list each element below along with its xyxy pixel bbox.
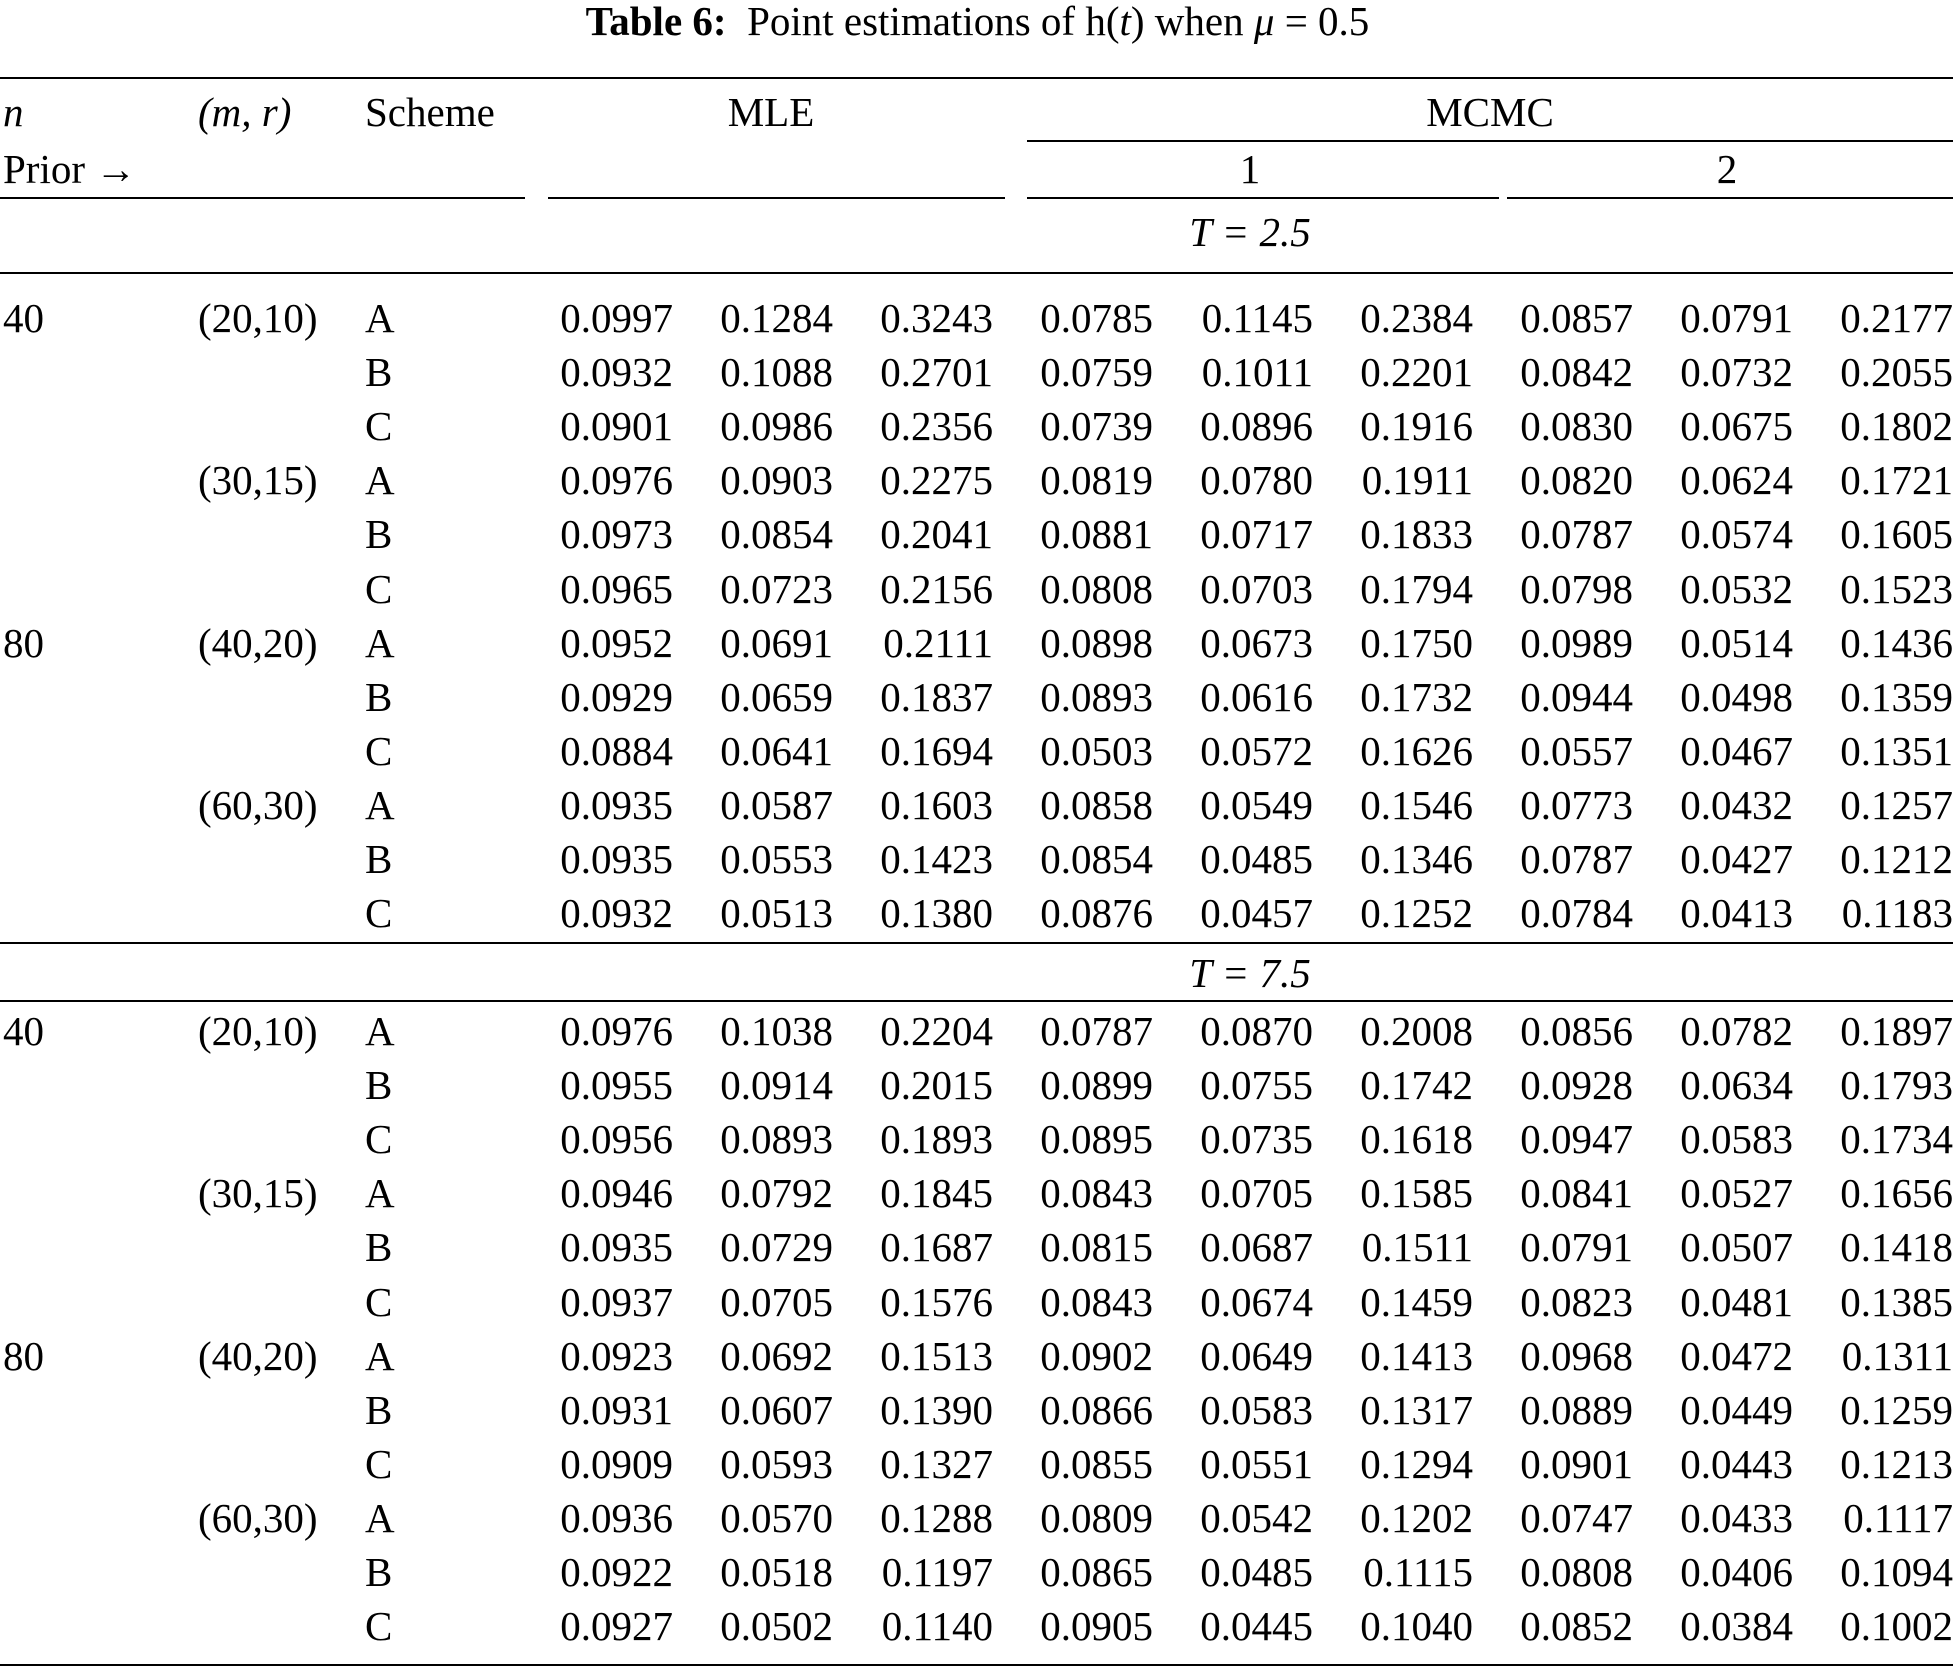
cell-value: 0.1833 xyxy=(1360,511,1473,557)
caption-symbol-mu: μ xyxy=(1253,0,1275,44)
cell-n: 80 xyxy=(3,620,44,666)
header-m-r: (m, r) xyxy=(198,89,292,135)
cell-scheme: A xyxy=(365,620,395,666)
cell-value: 0.0808 xyxy=(1040,566,1153,612)
cell-value: 0.1040 xyxy=(1360,1603,1473,1649)
header-n: n xyxy=(3,89,24,135)
cell-value: 0.1546 xyxy=(1360,782,1473,828)
cell-value: 0.1115 xyxy=(1363,1549,1473,1595)
cell-value: 0.0675 xyxy=(1680,403,1793,449)
cell-value: 0.0955 xyxy=(560,1062,673,1108)
cell-value: 0.1038 xyxy=(720,1008,833,1054)
cell-value: 0.0893 xyxy=(1040,674,1153,720)
cell-value: 0.3243 xyxy=(880,295,993,341)
cell-value: 0.1413 xyxy=(1360,1333,1473,1379)
cell-value: 0.0457 xyxy=(1200,890,1313,936)
cell-value: 0.0413 xyxy=(1680,890,1793,936)
cell-value: 0.1327 xyxy=(880,1441,993,1487)
cell-value: 0.1523 xyxy=(1840,566,1953,612)
header-mle: MLE xyxy=(727,89,815,135)
cell-value: 0.0798 xyxy=(1520,566,1633,612)
cell-value: 0.0905 xyxy=(1040,1603,1153,1649)
cell-n: 80 xyxy=(3,1333,44,1379)
cell-value: 0.0593 xyxy=(720,1441,833,1487)
cell-scheme: C xyxy=(365,566,393,612)
cell-value: 0.0703 xyxy=(1200,566,1313,612)
cell-value: 0.0785 xyxy=(1040,295,1153,341)
cell-value: 0.1359 xyxy=(1840,674,1953,720)
cell-value: 0.1351 xyxy=(1840,728,1953,774)
cell-value: 0.1094 xyxy=(1840,1549,1953,1595)
cell-value: 0.1011 xyxy=(1201,349,1313,395)
cell-value: 0.0755 xyxy=(1200,1062,1313,1108)
cell-value: 0.0384 xyxy=(1680,1603,1793,1649)
cell-scheme: A xyxy=(365,295,395,341)
cell-value: 0.0914 xyxy=(720,1062,833,1108)
cell-scheme: C xyxy=(365,728,393,774)
cell-value: 0.2356 xyxy=(880,403,993,449)
cell-value: 0.0634 xyxy=(1680,1062,1793,1108)
cell-value: 0.0884 xyxy=(560,728,673,774)
cell-value: 0.1511 xyxy=(1361,1224,1473,1270)
cell-value: 0.1259 xyxy=(1840,1387,1953,1433)
cell-value: 0.0553 xyxy=(720,836,833,882)
cell-value: 0.0549 xyxy=(1200,782,1313,828)
cell-value: 0.1793 xyxy=(1840,1062,1953,1108)
cell-scheme: B xyxy=(365,349,393,395)
cell-scheme: B xyxy=(365,1224,393,1270)
cell-value: 0.0936 xyxy=(560,1495,673,1541)
cell-value: 0.1742 xyxy=(1360,1062,1473,1108)
cell-value: 0.0739 xyxy=(1040,403,1153,449)
cell-value: 0.0729 xyxy=(720,1224,833,1270)
caption-variable-t: t xyxy=(1119,0,1131,44)
cell-value: 0.1845 xyxy=(880,1170,993,1216)
cell-value: 0.0876 xyxy=(1040,890,1153,936)
cell-m-r: (40,20) xyxy=(198,1333,318,1379)
section-bottom-rule xyxy=(0,942,1953,944)
cell-value: 0.1197 xyxy=(881,1549,993,1595)
cell-value: 0.0928 xyxy=(1520,1062,1633,1108)
cell-value: 0.2015 xyxy=(880,1062,993,1108)
cell-value: 0.0427 xyxy=(1680,836,1793,882)
section-bottom-rule xyxy=(0,1664,1953,1666)
cell-value: 0.1284 xyxy=(720,295,833,341)
cell-value: 0.0903 xyxy=(720,457,833,503)
cell-value: 0.0815 xyxy=(1040,1224,1153,1270)
cell-value: 0.0927 xyxy=(560,1603,673,1649)
cell-value: 0.0583 xyxy=(1680,1116,1793,1162)
cell-value: 0.0587 xyxy=(720,782,833,828)
cell-value: 0.0808 xyxy=(1520,1549,1633,1595)
cell-value: 0.0841 xyxy=(1520,1170,1633,1216)
cell-n: 40 xyxy=(3,1008,44,1054)
cell-scheme: A xyxy=(365,1333,395,1379)
cell-value: 0.0443 xyxy=(1680,1441,1793,1487)
cell-value: 0.2055 xyxy=(1840,349,1953,395)
cell-value: 0.1513 xyxy=(880,1333,993,1379)
cell-scheme: C xyxy=(365,403,393,449)
cell-value: 0.1436 xyxy=(1840,620,1953,666)
cell-value: 0.0735 xyxy=(1200,1116,1313,1162)
cell-value: 0.0527 xyxy=(1680,1170,1793,1216)
table-caption xyxy=(0,0,1955,44)
cell-value: 0.0467 xyxy=(1680,728,1793,774)
cell-value: 0.0935 xyxy=(560,1224,673,1270)
cell-scheme: A xyxy=(365,782,395,828)
cell-value: 0.0932 xyxy=(560,890,673,936)
section-label: T = 7.5 xyxy=(1189,950,1311,996)
cell-value: 0.0432 xyxy=(1680,782,1793,828)
cell-value: 0.1576 xyxy=(880,1279,993,1325)
cell-value: 0.2701 xyxy=(880,349,993,395)
cell-value: 0.0507 xyxy=(1680,1224,1793,1270)
cell-value: 0.1794 xyxy=(1360,566,1473,612)
cell-scheme: C xyxy=(365,1603,393,1649)
cell-value: 0.0843 xyxy=(1040,1279,1153,1325)
cell-value: 0.0929 xyxy=(560,674,673,720)
cell-value: 0.0896 xyxy=(1200,403,1313,449)
cell-value: 0.1380 xyxy=(880,890,993,936)
caption-label: Table 6: xyxy=(585,0,727,44)
cell-value: 0.0968 xyxy=(1520,1333,1633,1379)
cell-value: 0.0820 xyxy=(1520,457,1633,503)
cell-value: 0.0898 xyxy=(1040,620,1153,666)
cell-value: 0.1837 xyxy=(880,674,993,720)
cell-scheme: C xyxy=(365,890,393,936)
cell-value: 0.0472 xyxy=(1680,1333,1793,1379)
cell-value: 0.0449 xyxy=(1680,1387,1793,1433)
cell-value: 0.0893 xyxy=(720,1116,833,1162)
cell-value: 0.0823 xyxy=(1520,1279,1633,1325)
cell-value: 0.1288 xyxy=(880,1495,993,1541)
cell-value: 0.1257 xyxy=(1840,782,1953,828)
section-label: T = 2.5 xyxy=(1189,209,1311,255)
cell-value: 0.0881 xyxy=(1040,511,1153,557)
cell-value: 0.0819 xyxy=(1040,457,1153,503)
cell-value: 0.1183 xyxy=(1841,890,1953,936)
cell-scheme: B xyxy=(365,1549,393,1595)
cell-value: 0.0717 xyxy=(1200,511,1313,557)
cell-value: 0.1687 xyxy=(880,1224,993,1270)
cell-value: 0.1603 xyxy=(880,782,993,828)
cell-value: 0.0902 xyxy=(1040,1333,1153,1379)
cell-value: 0.0923 xyxy=(560,1333,673,1379)
cell-value: 0.0673 xyxy=(1200,620,1313,666)
cell-value: 0.1212 xyxy=(1840,836,1953,882)
cell-value: 0.0937 xyxy=(560,1279,673,1325)
cell-value: 0.0956 xyxy=(560,1116,673,1162)
cell-value: 0.0889 xyxy=(1520,1387,1633,1433)
mcmc-header-rule xyxy=(1027,140,1953,142)
cell-value: 0.1088 xyxy=(720,349,833,395)
cell-value: 0.2156 xyxy=(880,566,993,612)
cell-scheme: B xyxy=(365,1062,393,1108)
cell-value: 0.0782 xyxy=(1680,1008,1793,1054)
cell-value: 0.0855 xyxy=(1040,1441,1153,1487)
cell-scheme: A xyxy=(365,1495,395,1541)
cell-value: 0.0784 xyxy=(1520,890,1633,936)
cell-value: 0.1694 xyxy=(880,728,993,774)
cell-value: 0.0514 xyxy=(1680,620,1793,666)
section-top-rule xyxy=(0,272,1953,274)
cell-scheme: B xyxy=(365,1387,393,1433)
cell-value: 0.1897 xyxy=(1840,1008,1953,1054)
cell-value: 0.0747 xyxy=(1520,1495,1633,1541)
cell-value: 0.1385 xyxy=(1840,1279,1953,1325)
cell-value: 0.0583 xyxy=(1200,1387,1313,1433)
cell-m-r: (40,20) xyxy=(198,620,318,666)
cell-value: 0.0989 xyxy=(1520,620,1633,666)
cell-value: 0.0705 xyxy=(720,1279,833,1325)
cell-value: 0.0574 xyxy=(1680,511,1793,557)
header-mcmc: MCMC xyxy=(1426,89,1554,135)
cell-value: 0.0503 xyxy=(1040,728,1153,774)
cell-value: 0.1117 xyxy=(1843,1495,1953,1541)
cell-value: 0.1459 xyxy=(1360,1279,1473,1325)
mle-header-rule xyxy=(548,197,1005,199)
cell-value: 0.0542 xyxy=(1200,1495,1313,1541)
cell-scheme: A xyxy=(365,457,395,503)
cell-value: 0.0787 xyxy=(1520,836,1633,882)
cell-value: 0.0976 xyxy=(560,1008,673,1054)
cell-value: 0.1252 xyxy=(1360,890,1473,936)
cell-value: 0.0866 xyxy=(1040,1387,1153,1433)
cell-value: 0.1626 xyxy=(1360,728,1473,774)
cell-value: 0.1911 xyxy=(1361,457,1473,503)
cell-value: 0.0947 xyxy=(1520,1116,1633,1162)
cell-value: 0.0659 xyxy=(720,674,833,720)
cell-value: 0.0513 xyxy=(720,890,833,936)
cell-value: 0.0854 xyxy=(720,511,833,557)
cell-value: 0.0485 xyxy=(1200,1549,1313,1595)
cell-value: 0.1734 xyxy=(1840,1116,1953,1162)
cell-value: 0.2041 xyxy=(880,511,993,557)
cell-value: 0.0570 xyxy=(720,1495,833,1541)
cell-m-r: (20,10) xyxy=(198,1008,318,1054)
cell-value: 0.0502 xyxy=(720,1603,833,1649)
section-top-rule xyxy=(0,1000,1953,1002)
cell-value: 0.0406 xyxy=(1680,1549,1793,1595)
cell-value: 0.2111 xyxy=(883,620,993,666)
cell-value: 0.2275 xyxy=(880,457,993,503)
cell-scheme: B xyxy=(365,836,393,882)
cell-scheme: C xyxy=(365,1279,393,1325)
cell-value: 0.1893 xyxy=(880,1116,993,1162)
cell-value: 0.1002 xyxy=(1840,1603,1953,1649)
cell-value: 0.1140 xyxy=(881,1603,993,1649)
cell-value: 0.0854 xyxy=(1040,836,1153,882)
cell-value: 0.0687 xyxy=(1200,1224,1313,1270)
cell-value: 0.0852 xyxy=(1520,1603,1633,1649)
cell-value: 0.0616 xyxy=(1200,674,1313,720)
cell-value: 0.0485 xyxy=(1200,836,1313,882)
cell-value: 0.0830 xyxy=(1520,403,1633,449)
cell-value: 0.2204 xyxy=(880,1008,993,1054)
cell-value: 0.0674 xyxy=(1200,1279,1313,1325)
cell-value: 0.0557 xyxy=(1520,728,1633,774)
cell-value: 0.0935 xyxy=(560,782,673,828)
cell-value: 0.1311 xyxy=(1841,1333,1953,1379)
cell-value: 0.0780 xyxy=(1200,457,1313,503)
cell-value: 0.0773 xyxy=(1520,782,1633,828)
cell-value: 0.0792 xyxy=(720,1170,833,1216)
cell-value: 0.0498 xyxy=(1680,674,1793,720)
cell-value: 0.2177 xyxy=(1840,295,1953,341)
cell-value: 0.0865 xyxy=(1040,1549,1153,1595)
cell-value: 0.1585 xyxy=(1360,1170,1473,1216)
cell-scheme: A xyxy=(365,1170,395,1216)
caption-text-after: = 0.5 xyxy=(1274,0,1370,44)
cell-value: 0.0895 xyxy=(1040,1116,1153,1162)
cell-value: 0.0572 xyxy=(1200,728,1313,774)
cell-value: 0.0899 xyxy=(1040,1062,1153,1108)
cell-value: 0.0973 xyxy=(560,511,673,557)
cell-value: 0.1605 xyxy=(1840,511,1953,557)
cell-value: 0.0723 xyxy=(720,566,833,612)
cell-value: 0.0901 xyxy=(1520,1441,1633,1487)
cell-value: 0.0843 xyxy=(1040,1170,1153,1216)
cell-value: 0.0532 xyxy=(1680,566,1793,612)
cell-m-r: (30,15) xyxy=(198,457,318,503)
cell-value: 0.0607 xyxy=(720,1387,833,1433)
cell-value: 0.0976 xyxy=(560,457,673,503)
cell-scheme: B xyxy=(365,674,393,720)
cell-value: 0.1390 xyxy=(880,1387,993,1433)
cell-value: 0.0946 xyxy=(560,1170,673,1216)
cell-value: 0.1618 xyxy=(1360,1116,1473,1162)
header-prior-1: 1 xyxy=(1239,146,1261,192)
cell-value: 0.1294 xyxy=(1360,1441,1473,1487)
cell-value: 0.0952 xyxy=(560,620,673,666)
cell-value: 0.0787 xyxy=(1520,511,1633,557)
cell-value: 0.0856 xyxy=(1520,1008,1633,1054)
cell-value: 0.2008 xyxy=(1360,1008,1473,1054)
cell-value: 0.0935 xyxy=(560,836,673,882)
cell-value: 0.0791 xyxy=(1680,295,1793,341)
cell-value: 0.0932 xyxy=(560,349,673,395)
cell-m-r: (30,15) xyxy=(198,1170,318,1216)
cell-value: 0.0965 xyxy=(560,566,673,612)
caption-text-middle: ) when xyxy=(1130,0,1254,44)
cell-value: 0.0997 xyxy=(560,295,673,341)
cell-value: 0.1656 xyxy=(1840,1170,1953,1216)
cell-value: 0.1423 xyxy=(880,836,993,882)
cell-value: 0.1202 xyxy=(1360,1495,1473,1541)
cell-value: 0.1317 xyxy=(1360,1387,1473,1433)
cell-value: 0.0691 xyxy=(720,620,833,666)
header-scheme: Scheme xyxy=(365,89,495,135)
scheme-header-rule xyxy=(0,197,525,199)
cell-value: 0.0857 xyxy=(1520,295,1633,341)
cell-value: 0.0551 xyxy=(1200,1441,1313,1487)
cell-value: 0.2201 xyxy=(1360,349,1473,395)
cell-value: 0.0787 xyxy=(1040,1008,1153,1054)
cell-value: 0.0809 xyxy=(1040,1495,1153,1541)
cell-value: 0.0759 xyxy=(1040,349,1153,395)
cell-value: 0.0870 xyxy=(1200,1008,1313,1054)
cell-value: 0.0692 xyxy=(720,1333,833,1379)
cell-value: 0.1418 xyxy=(1840,1224,1953,1270)
cell-value: 0.1732 xyxy=(1360,674,1473,720)
cell-value: 0.0858 xyxy=(1040,782,1153,828)
cell-value: 0.0481 xyxy=(1680,1279,1793,1325)
cell-value: 0.1213 xyxy=(1840,1441,1953,1487)
cell-scheme: A xyxy=(365,1008,395,1054)
header-prior: Prior → xyxy=(3,146,137,192)
cell-m-r: (60,30) xyxy=(198,782,318,828)
cell-value: 0.0732 xyxy=(1680,349,1793,395)
cell-value: 0.0445 xyxy=(1200,1603,1313,1649)
cell-value: 0.0986 xyxy=(720,403,833,449)
cell-value: 0.0791 xyxy=(1520,1224,1633,1270)
cell-value: 0.1721 xyxy=(1840,457,1953,503)
cell-m-r: (20,10) xyxy=(198,295,318,341)
prior2-header-rule xyxy=(1507,197,1953,199)
cell-value: 0.0705 xyxy=(1200,1170,1313,1216)
cell-n: 40 xyxy=(3,295,44,341)
prior1-header-rule xyxy=(1027,197,1499,199)
cell-value: 0.0641 xyxy=(720,728,833,774)
cell-value: 0.0649 xyxy=(1200,1333,1313,1379)
cell-value: 0.0624 xyxy=(1680,457,1793,503)
cell-value: 0.0901 xyxy=(560,403,673,449)
cell-value: 0.0944 xyxy=(1520,674,1633,720)
cell-value: 0.0909 xyxy=(560,1441,673,1487)
cell-value: 0.2384 xyxy=(1360,295,1473,341)
cell-value: 0.0931 xyxy=(560,1387,673,1433)
cell-value: 0.0433 xyxy=(1680,1495,1793,1541)
cell-value: 0.1346 xyxy=(1360,836,1473,882)
cell-value: 0.1916 xyxy=(1360,403,1473,449)
cell-scheme: C xyxy=(365,1441,393,1487)
cell-scheme: B xyxy=(365,511,393,557)
cell-value: 0.1750 xyxy=(1360,620,1473,666)
header-prior-2: 2 xyxy=(1716,146,1738,192)
cell-value: 0.1145 xyxy=(1201,295,1313,341)
caption-text-before: Point estimations of h( xyxy=(747,0,1120,44)
cell-value: 0.0842 xyxy=(1520,349,1633,395)
cell-value: 0.1802 xyxy=(1840,403,1953,449)
cell-value: 0.0922 xyxy=(560,1549,673,1595)
cell-m-r: (60,30) xyxy=(198,1495,318,1541)
table-top-rule xyxy=(0,77,1953,79)
cell-scheme: C xyxy=(365,1116,393,1162)
cell-value: 0.0518 xyxy=(720,1549,833,1595)
